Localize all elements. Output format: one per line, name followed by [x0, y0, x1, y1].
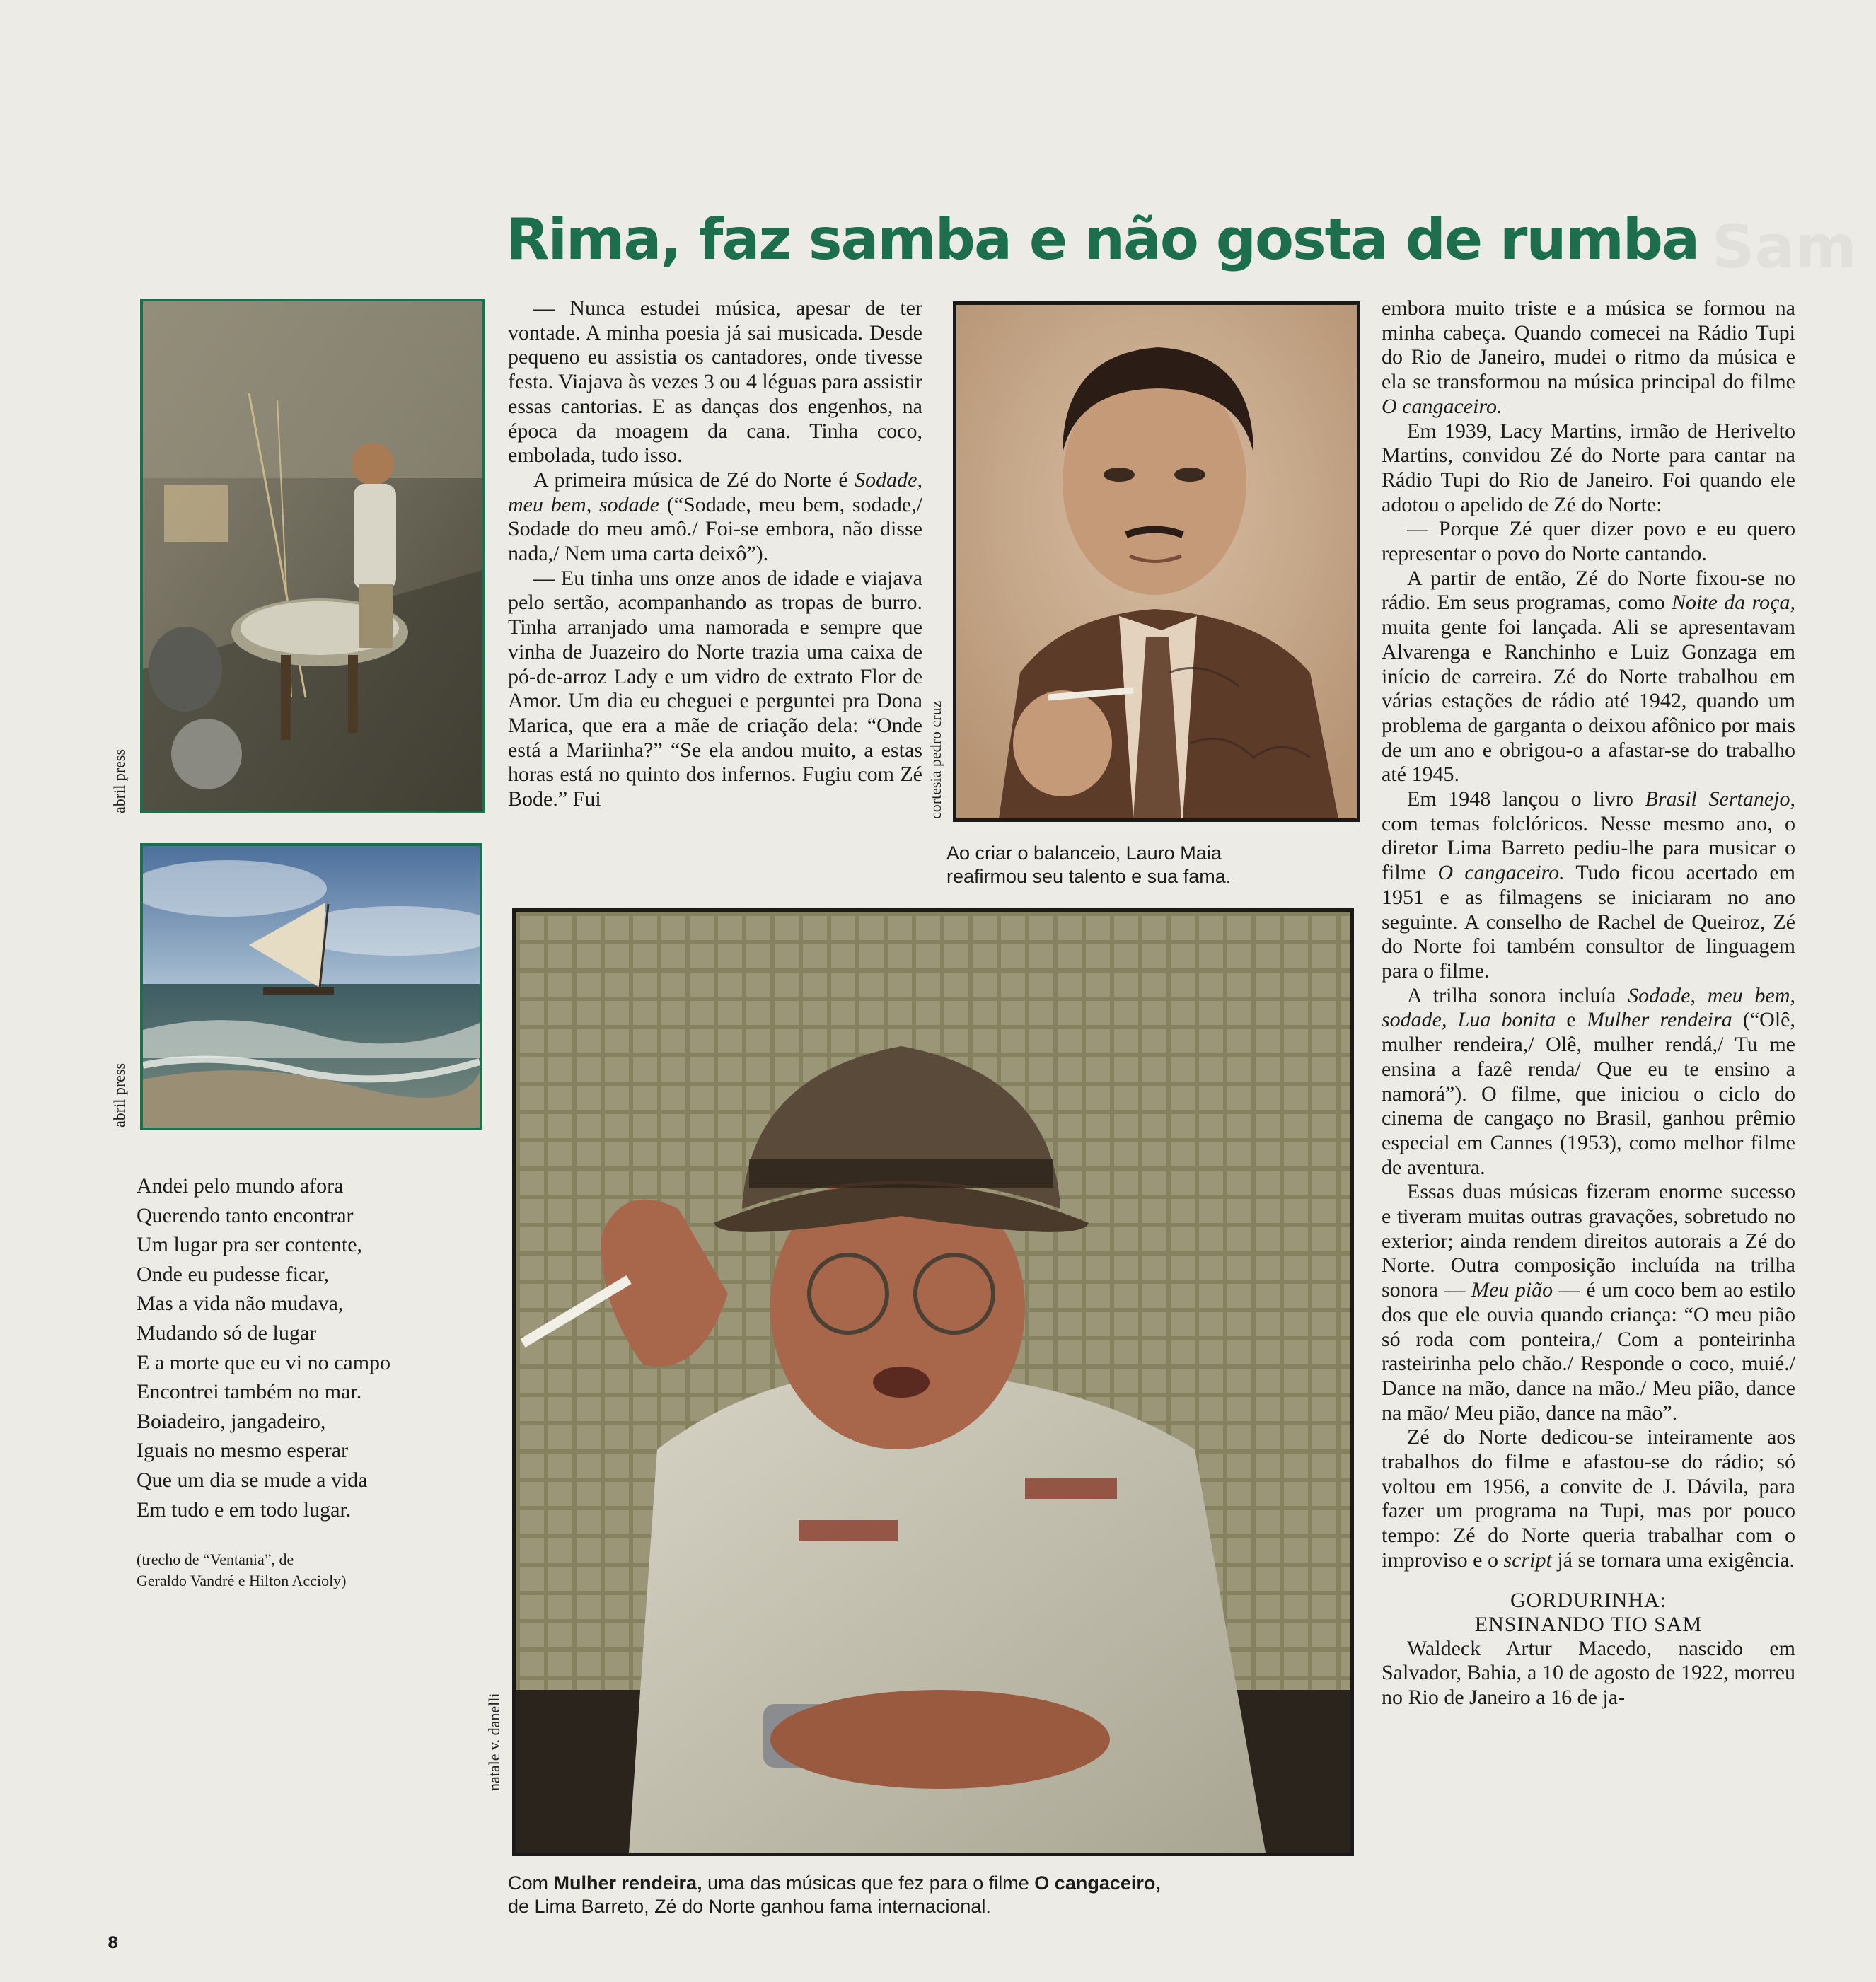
photo-credit-portrait: cortesia pedro cruz — [927, 700, 944, 819]
poem-line: Querendo tanto encontrar — [137, 1203, 354, 1227]
portrait-caption-line: Ao criar o balanceio, Lauro Maia — [946, 842, 1222, 864]
bleed-through-title: Sam — [1712, 212, 1857, 282]
portrait-image — [956, 305, 1357, 818]
photo-credit-2: abril press — [110, 1062, 128, 1128]
paragraph: embora muito triste e a música se formou na minha cabeça. Quando comecei na Rádio Tupi do Rio de Janeiro, mudei o ritmo da música e ela se transformou na música principal do filme O cangaceiro. — [1382, 296, 1795, 418]
portrait-caption-line: reafirmou seu talento e sua fama. — [946, 866, 1232, 887]
photo-portrait-lauro-maia — [953, 301, 1360, 822]
photo-ze-do-norte — [512, 908, 1354, 1856]
photo-boy-fishing-image — [143, 301, 482, 811]
section-subheading — [1382, 1589, 1795, 1637]
portrait-caption — [946, 842, 1371, 888]
main-caption-line-1: Com Mulher rendeira, uma das músicas que fez para o filme O cangaceiro, — [508, 1872, 1161, 1894]
poem-line: Que um dia se mude a vida — [137, 1468, 368, 1492]
poem-line: Iguais no mesmo esperar — [137, 1439, 349, 1463]
paragraph: Em 1948 lançou o livro Brasil Sertanejo, com temas folclóricos. Nesse mesmo ano, o diretor Lima Barreto pediu-lhe para musicar o filme O cangaceiro. Tudo ficou acertado em 1951 e as filmagens se iniciaram no ano seguinte. A conselho de Rachel de Queiroz, Zé do Norte foi também consultor de linguagem para o filme. — [1382, 787, 1796, 983]
poem-line: Onde eu pudesse ficar, — [137, 1262, 330, 1286]
poem-line: Mas a vida não mudava, — [137, 1292, 344, 1316]
paragraph: A primeira música de Zé do Norte é Sodade, meu bem, sodade (“Sodade, meu bem, sodade,/ Sodade do meu amô./ Foi-se embora, não disse nada,/ Nem uma carta deixô”). — [508, 468, 923, 566]
photo-boy-fishing — [140, 299, 485, 813]
poem-line: Em tudo e em todo lugar. — [137, 1497, 352, 1522]
page-number: 8 — [108, 1935, 119, 1952]
poem-line: Mudando só de lugar — [137, 1321, 317, 1345]
paragraph: — Porque Zé quer dizer povo e eu quero representar o povo do Norte cantando. — [1382, 517, 1795, 566]
photo-credit-main: natale v. danelli — [485, 1693, 503, 1791]
paragraph: Essas duas músicas fizeram enorme sucesso e tiveram muitas outras gravações, sobretudo no exterior; ainda rendem direitos autorais a Zé do Norte. Outra composição incluída na trilha sonora — Meu pião — é um coco bem ao estilo dos que ele ouvia quando criança: “O meu pião só roda com ponteira,/ Com a ponteirinha rasteirinha pelo chão./ Responde o coco, muié./ Dance na mão, dance na mão./ Meu pião, dance na mão/ Meu pião, dance na mão”. — [1382, 1180, 1796, 1425]
paragraph: A partir de então, Zé do Norte fixou-se no rádio. Em seus programas, como Noite da roça, muita gente foi lançada. Ali se apresentavam Alvarenga e Ranchinho e Luiz Gonzaga em início de carreira. Zé do Norte trabalhou em várias estações de rádio até 1942, quando um problema de garganta o deixou afônico por mais de um ano e obrigou-o a afastar-se do trabalho até 1945. — [1382, 566, 1795, 787]
poem-line: Encontrei também no mar. — [137, 1380, 362, 1404]
poem-line: Boiadeiro, jangadeiro, — [137, 1409, 326, 1433]
article-column-1 — [508, 296, 922, 812]
poem-citation-line: (trecho de “Ventania”, de — [137, 1551, 294, 1568]
poem-citation-line: Geraldo Vandré e Hilton Accioly) — [137, 1572, 347, 1589]
poem-line: E a morte que eu vi no campo — [137, 1350, 391, 1374]
paragraph: Zé do Norte dedicou-se inteiramente aos trabalhos do filme e afastou-se do rádio; só voltou em 1956, a convite de J. Dávila, para fazer um programa na Tupi, mas por pouco tempo: Zé do Norte queria trabalhar com o improviso e o script já se tornara uma exigência. — [1382, 1425, 1795, 1572]
article-column-2 — [1382, 296, 1795, 1710]
main-photo-caption — [508, 1872, 1343, 1918]
paragraph: — Eu tinha uns onze anos de idade e viajava pelo sertão, acompanhando as tropas de burro. Tinha arranjado uma namorada e sempre que vinha de Juazeiro do Norte trazia uma caixa de pó-de-arroz Lady e um vidro de extrato Flor de Amor. Um dia eu cheguei e perguntei pra Dona Marica, que era a mãe de criação dela: “Onde está a Mariinha?” “Se ela andou muito, a estas horas está no quinto dos infernos. Fugiu com Zé Bode.” Fui — [508, 566, 922, 811]
poem-citation — [137, 1549, 434, 1592]
paragraph: Waldeck Artur Macedo, nascido em Salvador, Bahia, a 10 de agosto de 1922, morreu no Rio de Janeiro a 16 de ja- — [1382, 1636, 1795, 1709]
main-photo-image — [516, 912, 1350, 1853]
paragraph: — Nunca estudei música, apesar de ter vontade. A minha poesia já sai musicada. Desde pequeno eu assistia os cantadores, onde tivesse festa. Viajava às vezes 3 ou 4 léguas para assistir essas cantorias. E as danças dos engenhos, na época da moagem da cana. Tinha coco, embolada, tudo isso. — [508, 296, 922, 468]
paragraph: A trilha sonora incluía Sodade, meu bem, sodade, Lua bonita e Mulher rendeira (“Olê, mulher rendeira,/ Olê, mulher rendá,/ Tu me ensina a fazê renda/ Que eu te ensino a namorá”). O filme, que iniciou o ciclo do cinema de cangaço no Brasil, ganhou prêmio especial em Cannes (1953), como melhor filme de aventura. — [1382, 983, 1795, 1179]
paragraph: Em 1939, Lacy Martins, irmão de Herivelto Martins, convidou Zé do Norte para cantar na Rádio Tupi do Rio de Janeiro. Foi quando ele adotou o apelido de Zé do Norte: — [1382, 419, 1795, 516]
main-caption-line-2: de Lima Barreto, Zé do Norte ganhou fama internacional. — [508, 1896, 991, 1917]
subheading-line: GORDURINHA: — [1510, 1588, 1667, 1612]
photo-credit-1: abril press — [110, 748, 128, 813]
poem-excerpt — [137, 1171, 504, 1524]
page-title: Rima, faz samba e não gosta de rumba — [506, 207, 1699, 272]
photo-jangada-image — [143, 846, 480, 1128]
poem-line: Andei pelo mundo afora — [137, 1174, 344, 1198]
subheading-line: ENSINANDO TIO SAM — [1474, 1612, 1703, 1636]
poem-line: Um lugar pra ser contente, — [137, 1233, 363, 1257]
photo-jangada-sea — [140, 843, 482, 1130]
